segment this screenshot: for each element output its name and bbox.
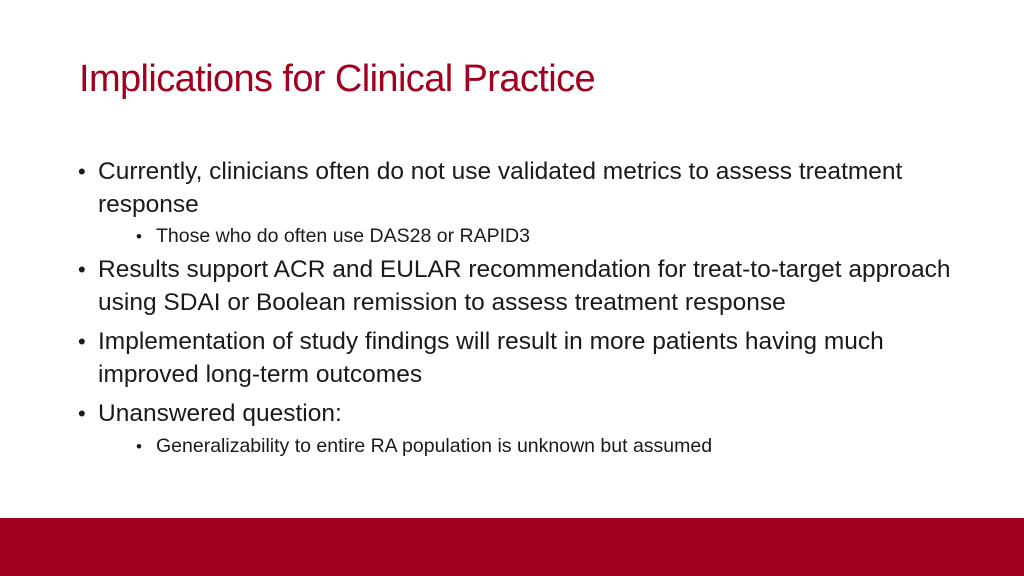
bullet-text: Implementation of study findings will result in more patients having much improved long-term outcomes: [98, 328, 884, 388]
sub-bullet-text: Generalizability to entire RA population is unknown but assumed: [156, 434, 713, 457]
slide-title: Implications for Clinical Practice: [79, 58, 595, 100]
bullet-text: Currently, clinicians often do not use validated metrics to assess treatment response: [98, 158, 903, 218]
bullet-text: Results support ACR and EULAR recommendation for treat-to-target approach using SDAI or Boolean remission to assess treatment response: [98, 256, 951, 316]
sub-bullet-item-4: [98, 433, 958, 460]
bullet-item-4: [78, 398, 958, 460]
sub-bullet-item-1: [98, 223, 958, 250]
bullet-item-1: [78, 156, 958, 250]
bullet-item-2: [78, 254, 958, 319]
bullet-list: [78, 156, 958, 467]
bullet-text: Unanswered question:: [98, 400, 342, 427]
footer-accent-bar: [0, 518, 1024, 576]
sub-bullet-text: Those who do often use DAS28 or RAPID3: [156, 225, 530, 247]
bullet-item-3: [78, 326, 958, 391]
